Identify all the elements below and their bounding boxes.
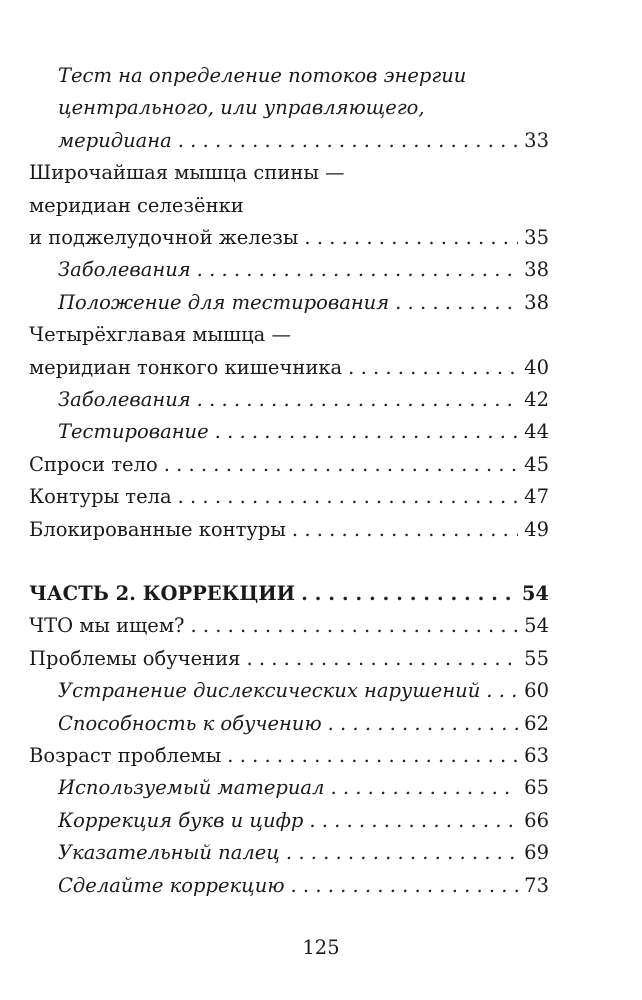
toc-page-number: 54 — [524, 614, 549, 638]
toc-page-number: 65 — [524, 776, 549, 800]
toc-page-number: 44 — [524, 420, 549, 444]
toc-page-number: 33 — [524, 128, 549, 152]
toc-entry — [29, 514, 549, 546]
leader-dots — [291, 870, 519, 902]
toc-entry — [58, 416, 549, 448]
toc-entry-line — [58, 60, 549, 92]
toc-entry — [58, 675, 549, 707]
leader-dots — [197, 254, 519, 286]
toc-entry-text: Широчайшая мышца спины — — [29, 161, 345, 185]
toc-page-number: 66 — [524, 808, 549, 832]
toc-entry — [58, 772, 549, 804]
toc-entry — [58, 384, 549, 416]
toc-page-number: 55 — [524, 646, 549, 670]
toc-entry — [58, 125, 549, 157]
page-number: 125 — [302, 936, 340, 959]
leader-dots — [304, 222, 518, 254]
toc-entry-title: Используемый материал — [58, 776, 325, 800]
toc-page-number: 63 — [524, 744, 549, 767]
toc-entry-title: Тестирование — [58, 420, 209, 444]
toc-entry-title: Способность к обучению — [58, 711, 322, 735]
toc-entry — [58, 837, 549, 869]
toc-page-number: 73 — [524, 873, 549, 897]
toc-page-number: 35 — [524, 226, 549, 249]
toc-entry-title: Контуры тела — [29, 485, 172, 509]
toc-entry-text: центрального, или управляющего, — [58, 96, 425, 120]
toc-page-number: 42 — [524, 388, 549, 411]
toc-entry — [29, 222, 549, 254]
toc-entry-line — [58, 92, 549, 124]
toc-entry-title: Заболевания — [58, 258, 191, 282]
toc-entry-line — [29, 319, 549, 351]
toc-page-number: 45 — [524, 452, 549, 476]
toc-page-number: 60 — [524, 679, 549, 703]
toc-entry-text: Четырёхглавая мышца — — [29, 323, 291, 347]
toc-entry-title: ЧТО мы ищем? — [29, 614, 185, 638]
toc-entry — [29, 449, 549, 481]
toc-entry-line — [29, 157, 549, 189]
leader-dots — [215, 416, 519, 448]
leader-dots — [190, 610, 518, 642]
leader-dots — [309, 805, 518, 837]
toc-entry — [58, 708, 549, 740]
toc-entry — [29, 578, 549, 610]
toc-entry-text: Тест на определение потоков энергии — [58, 64, 467, 87]
leader-dots — [286, 837, 518, 869]
leader-dots — [178, 481, 519, 513]
toc-entry-title: Устранение дислексических нарушений — [58, 679, 481, 703]
toc-entry-line — [29, 190, 549, 222]
toc-entry — [29, 740, 549, 772]
toc-page-number: 54 — [521, 582, 549, 605]
leader-dots — [328, 708, 519, 740]
toc-page-number: 49 — [524, 517, 549, 541]
toc-entry — [29, 481, 549, 513]
toc-page-number: 62 — [524, 711, 549, 735]
toc-entry-title: Блокированные контуры — [29, 517, 286, 541]
toc-page-number: 40 — [524, 355, 549, 379]
toc-entry-title: Спроси тело — [29, 452, 158, 476]
leader-dots — [301, 578, 516, 610]
leader-dots — [246, 643, 518, 675]
toc-page-number: 38 — [524, 258, 549, 282]
toc-page-number: 38 — [524, 290, 549, 314]
leader-dots — [164, 449, 518, 481]
toc-entry-title: Проблемы обучения — [29, 646, 241, 670]
toc-entry — [58, 805, 549, 837]
toc-entry-title: Указательный палец — [58, 841, 280, 865]
toc-entry-title: Коррекция букв и цифр — [58, 808, 304, 832]
toc-page-number: 47 — [524, 485, 549, 509]
toc-entry — [58, 254, 549, 286]
toc-entry — [58, 287, 549, 319]
toc-entry-text: меридиан селезёнки — [29, 193, 244, 217]
toc-entry-title: меридиан тонкого кишечника — [29, 355, 343, 379]
leader-dots — [395, 287, 518, 319]
toc-entry-title: Возраст проблемы — [29, 744, 222, 767]
leader-dots — [227, 740, 518, 772]
toc-entry-title: и поджелудочной железы — [29, 226, 299, 249]
toc-entry — [58, 870, 549, 902]
leader-dots — [486, 675, 518, 707]
toc-entry-title: меридиана — [58, 128, 172, 152]
toc-entry-title: ЧАСТЬ 2. КОРРЕКЦИИ — [29, 582, 296, 605]
toc-entry-title: Сделайте коррекцию — [58, 873, 285, 897]
toc-entry — [29, 610, 549, 642]
toc-page-number: 69 — [524, 841, 549, 865]
leader-dots — [348, 352, 518, 384]
leader-dots — [178, 125, 518, 157]
toc-entry-title: Положение для тестирования — [58, 290, 390, 314]
leader-dots — [197, 384, 519, 416]
leader-dots — [292, 514, 518, 546]
leader-dots — [330, 772, 518, 804]
toc-entry — [29, 643, 549, 675]
toc-entry-title: Заболевания — [58, 388, 191, 411]
toc-entry — [29, 352, 549, 384]
